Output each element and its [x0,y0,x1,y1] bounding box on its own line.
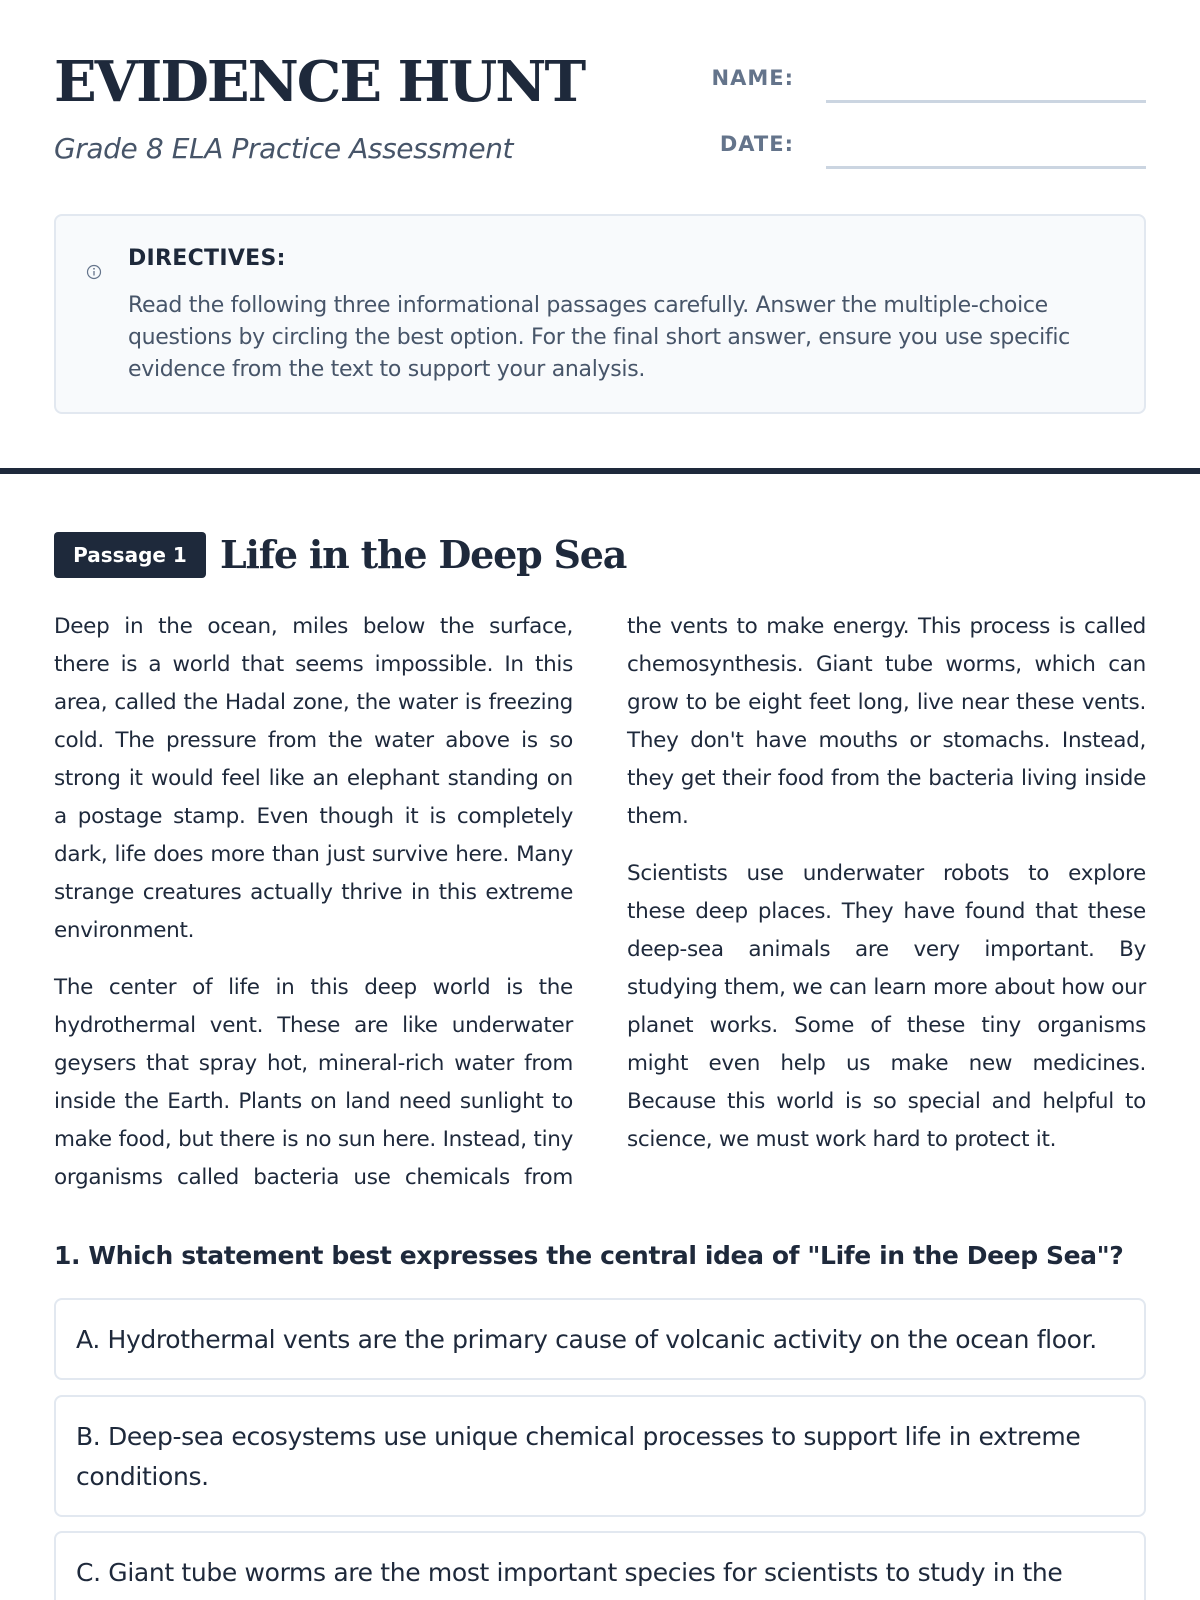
directives-title: DIRECTIVES: [128,246,286,271]
passage-paragraph: Scientists use underwater robots to explore these deep places. They have found that these deep-sea animals are very important. By studying them, we can learn more about how our planet works. Some of these tiny organisms might even help us make new medicines. Because this world is so special and helpful to science, we must work hard to protect it. [627,861,1146,1152]
directives-box [54,214,1146,414]
date-field[interactable] [826,166,1146,169]
name-field[interactable] [826,100,1146,103]
passage-title: Life in the Deep Sea [220,532,627,577]
directives-text: Read the following three informational passages carefully. Answer the multiple-choice questions by circling the best option. For the final short answer, ensure you use specific evidence from the text to support your analysis. [128,293,1070,382]
question-1-prompt: 1. Which statement best expresses the central idea of "Life in the Deep Sea"? [54,1241,1124,1270]
worksheet-title: EVIDENCE HUNT [54,49,585,115]
passage-badge: Passage 1 [54,532,206,578]
name-label: NAME: [711,66,794,90]
date-label: DATE: [719,132,794,156]
worksheet-header [54,50,1146,180]
section-divider [0,468,1200,474]
answer-option-c[interactable]: C. Giant tube worms are the most important species for scientists to study in the [54,1531,1146,1600]
passage-paragraph: The center of life in this deep world is the hydrothermal vent. These are like underwater geysers that spray hot, mineral-rich water from inside the Earth. Plants on land need sunlight to make food, but there is no sun here. Instead, tiny organisms called bacteria use chemicals from the vents to make energy. This process is called chemosynthesis. Giant tube worms, which can grow to be eight feet long, live near these vents. They don't have mouths or stomachs. Instead, they get their food from the bacteria living inside them. [54,614,1146,1190]
passage-paragraph: Deep in the ocean, miles below the surface, there is a world that seems impossible. In this area, called the Hadal zone, the water is freezing cold. The pressure from the water above is so strong it would feel like an elephant standing on a postage stamp. Even though it is completely dark, life does more than just survive here. Many strange creatures actually thrive in this extreme environment. [54,614,573,943]
worksheet-subtitle: Grade 8 ELA Practice Assessment [54,132,514,165]
info-icon [86,264,102,280]
answer-option-b[interactable]: B. Deep-sea ecosystems use unique chemical processes to support life in extreme conditions. [54,1395,1146,1517]
passage-body [54,608,1146,1198]
answer-option-a[interactable]: A. Hydrothermal vents are the primary cause of volcanic activity on the ocean floor. [54,1298,1146,1380]
